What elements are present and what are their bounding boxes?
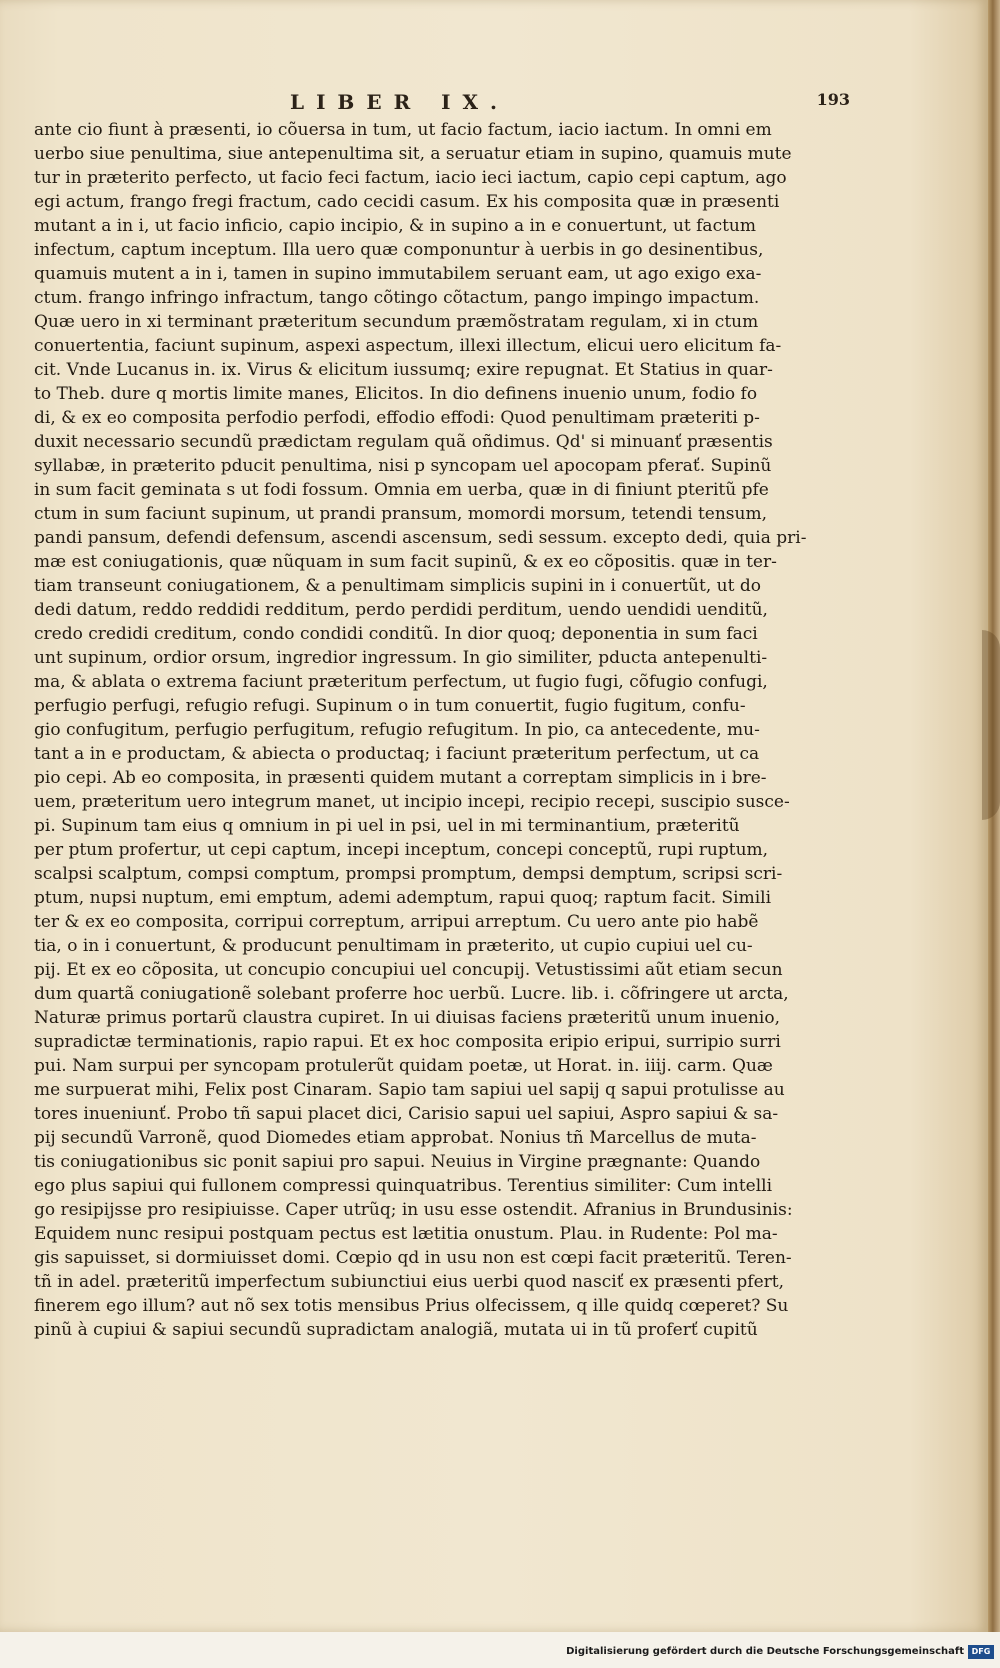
text-line: uem, præteritum uero integrum manet, ut incipio incepi, recipio recepi, suscipio susce- bbox=[34, 792, 790, 812]
text-line: pi. Supinum tam eius q omnium in pi uel in psi, uel in mi terminantium, præteritũ bbox=[34, 816, 740, 836]
text-line: gis sapuisset, si dormiuisset domi. Cœpio qd in usu non est cœpi facit præteritũ. Teren- bbox=[34, 1248, 792, 1268]
dfg-logo: DFG bbox=[968, 1645, 994, 1659]
text-line: mutant a in i, ut facio inficio, capio incipio, & in supino a in e conuertunt, ut factum bbox=[34, 216, 756, 236]
text-line: ma, & ablata o extrema faciunt præteritum perfectum, ut fugio fugi, cõfugio confugi, bbox=[34, 672, 768, 692]
text-line: scalpsi scalptum, compsi comptum, prompsi promptum, dempsi demptum, scripsi scri- bbox=[34, 864, 783, 884]
text-line: unt supinum, ordior orsum, ingredior ingressum. In gio similiter, pducta antepenulti- bbox=[34, 648, 768, 668]
text-line: tia, o in i conuertunt, & producunt penultimam in præterito, ut cupio cupiui uel cu- bbox=[34, 936, 753, 956]
text-line: pui. Nam surpui per syncopam protulerũt quidam poetæ, ut Horat. in. iiij. carm. Quæ bbox=[34, 1056, 773, 1076]
text-line: Equidem nunc resipui postquam pectus est lætitia onustum. Plau. in Rudente: Pol ma- bbox=[34, 1224, 778, 1244]
text-line: to Theb. dure q mortis limite manes, Elicitos. In dio definens inuenio unum, fodio fo bbox=[34, 384, 758, 404]
text-line: dedi datum, reddo reddidi redditum, perdo perdidi perditum, uendo uendidi uenditũ, bbox=[34, 600, 768, 620]
text-line: supradictæ terminationis, rapio rapui. Et ex hoc composita eripio eripui, surripio surri bbox=[34, 1032, 781, 1052]
text-line: tiam transeunt coniugationem, & a penultimam simplicis supini in i conuertũt, ut do bbox=[34, 576, 761, 596]
text-line: conuertentia, faciunt supinum, aspexi aspectum, illexi illectum, elicui uero elicitum fa- bbox=[34, 336, 782, 356]
text-line: per ptum profertur, ut cepi captum, incepi inceptum, concepi conceptũ, rupi ruptum, bbox=[34, 840, 769, 860]
text-line: me surpuerat mihi, Felix post Cinaram. Sapio tam sapiui uel sapij q sapui protulisse au bbox=[34, 1080, 785, 1100]
text-line: pinũ à cupiui & sapiui secundũ supradictam analogiã, mutata ui in tũ proferť cupitũ bbox=[34, 1320, 758, 1340]
funding-credit: Digitalisierung gefördert durch die Deutsche Forschungsgemeinschaft bbox=[566, 1646, 964, 1657]
page-header bbox=[60, 90, 850, 120]
text-line: di, & ex eo composita perfodio perfodi, effodio effodi: Quod penultimam præteriti p- bbox=[34, 408, 760, 428]
text-line: ctum in sum faciunt supinum, ut prandi pransum, momordi morsum, tetendi tensum, bbox=[34, 504, 767, 524]
text-line: Quæ uero in xi terminant præteritum secundum præmõstratam regulam, xi in ctum bbox=[34, 312, 759, 332]
text-line: infectum, captum inceptum. Illa uero quæ componuntur à uerbis in go desinentibus, bbox=[34, 240, 764, 260]
text-line: pij. Et ex eo cõposita, ut concupio concupiui uel concupij. Vetustissimi aũt etiam secun bbox=[34, 960, 783, 980]
text-line: ego plus sapiui qui fullonem compressi quinquatribus. Terentius similiter: Cum intelli bbox=[34, 1176, 773, 1196]
text-line: in sum facit geminata s ut fodi fossum. Omnia em uerba, quæ in di finiunt pteritũ pfe bbox=[34, 480, 769, 500]
text-line: finerem ego illum? aut nõ sex totis mensibus Prius olfecissem, q ille quidq cœperet? Su bbox=[34, 1296, 789, 1316]
text-line: cit. Vnde Lucanus in. ix. Virus & elicitum iussumq; exire repugnat. Et Statius in quar- bbox=[34, 360, 773, 380]
text-line: tant a in e productam, & abiecta o productaq; i faciunt præteritum perfectum, ut ca bbox=[34, 744, 760, 764]
text-line: egi actum, frango fregi fractum, cado cecidi casum. Ex his composita quæ in præsenti bbox=[34, 192, 780, 212]
text-line: pij secundũ Varronẽ, quod Diomedes etiam approbat. Nonius tñ Marcellus de muta- bbox=[34, 1128, 757, 1148]
text-line: ter & ex eo composita, corripui correptum, arripui arreptum. Cu uero ante pio habẽ bbox=[34, 912, 759, 932]
text-line: pandi pansum, defendi defensum, ascendi ascensum, sedi sessum. excepto dedi, quia pri- bbox=[34, 528, 807, 548]
footer-bar bbox=[0, 1640, 1000, 1668]
text-line: ante cio fiunt à præsenti, io cõuersa in tum, ut facio factum, iacio iactum. In omni em bbox=[34, 120, 772, 140]
text-line: gio confugitum, perfugio perfugitum, refugio refugitum. In pio, ca antecedente, mu- bbox=[34, 720, 760, 740]
body-text bbox=[34, 118, 840, 1418]
text-line: syllabæ, in præterito pducit penultima, nisi p syncopam uel apocopam pferať. Supinũ bbox=[34, 456, 772, 476]
text-line: tores inueniunť. Probo tñ sapui placet dici, Carisio sapui uel sapiui, Aspro sapiui & sa- bbox=[34, 1104, 779, 1124]
text-line: pio cepi. Ab eo composita, in præsenti quidem mutant a correptam simplicis in i bre- bbox=[34, 768, 767, 788]
text-line: credo credidi creditum, condo condidi conditũ. In dior quoq; deponentia in sum faci bbox=[34, 624, 758, 644]
text-line: tur in præterito perfecto, ut facio feci factum, iacio ieci iactum, capio cepi captum, ago bbox=[34, 168, 787, 188]
text-line: Naturæ primus portarũ claustra cupiret. In ui diuisas faciens præteritũ unum inuenio, bbox=[34, 1008, 780, 1028]
folio-number: 193 bbox=[816, 90, 850, 109]
text-line: mæ est coniugationis, quæ nũquam in sum facit supinũ, & ex eo cõpositis. quæ in ter- bbox=[34, 552, 777, 572]
text-line: go resipijsse pro resipiuisse. Caper utrũq; in usu esse ostendit. Afranius in Brundusinis: bbox=[34, 1200, 793, 1220]
text-line: perfugio perfugi, refugio refugi. Supinum o in tum conuertit, fugio fugitum, confu- bbox=[34, 696, 746, 716]
text-line: tis coniugationibus sic ponit sapiui pro sapui. Neuius in Virgine prægnante: Quando bbox=[34, 1152, 761, 1172]
text-line: uerbo siue penultima, siue antepenultima sit, a seruatur etiam in supino, quamuis mute bbox=[34, 144, 792, 164]
running-title: LIBER IX. bbox=[290, 90, 509, 114]
thumb-notch bbox=[982, 630, 1000, 820]
text-line: tñ in adel. præteritũ imperfectum subiunctiui eius uerbi quod nasciť ex præsenti pfert, bbox=[34, 1272, 785, 1292]
text-line: quamuis mutent a in i, tamen in supino immutabilem seruant eam, ut ago exigo exa- bbox=[34, 264, 762, 284]
text-line: ptum, nupsi nuptum, emi emptum, ademi ademptum, rapui quoq; raptum facit. Simili bbox=[34, 888, 772, 908]
text-line: ctum. frango infringo infractum, tango cõtingo cõtactum, pango impingo impactum. bbox=[34, 288, 760, 308]
text-line: dum quartã coniugationẽ solebant proferre hoc uerbũ. Lucre. lib. i. cõfringere ut arcta, bbox=[34, 984, 789, 1004]
text-line: duxit necessario secundũ prædictam regulam quã oñdimus. Qd' si minuanť præsentis bbox=[34, 432, 773, 452]
